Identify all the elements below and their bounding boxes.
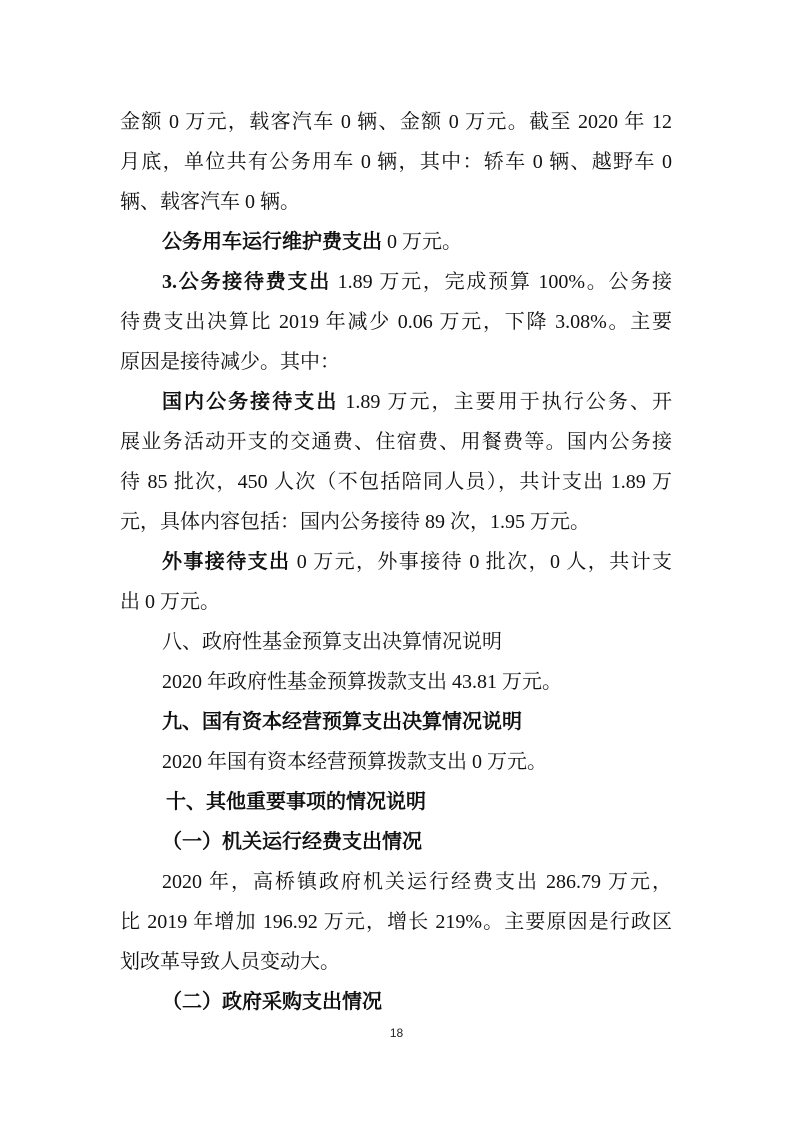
inline-heading: 公务用车运行维护费支出 <box>162 231 382 253</box>
body-line <box>120 422 672 462</box>
line-text: 原因是接待减少。其中： <box>120 351 340 373</box>
line-text: 0 万元。 <box>382 231 462 253</box>
line-text: 比 2019 年增加 196.92 万元，增长 219%。主要原因是行政区 <box>120 911 672 933</box>
body-line <box>120 542 672 582</box>
body-line <box>120 502 672 542</box>
document-body <box>120 102 672 1022</box>
subsection-heading: （一）机关运行经费支出情况 <box>162 831 422 853</box>
body-line <box>120 742 672 782</box>
body-line <box>120 862 672 902</box>
body-line <box>120 222 672 262</box>
body-line <box>120 142 672 182</box>
line-text: 金额 0 万元，载客汽车 0 辆、金额 0 万元。截至 2020 年 12 <box>120 111 672 133</box>
section-heading: 九、国有资本经营预算支出决算情况说明 <box>162 711 522 733</box>
line-text: 待费支出决算比 2019 年减少 0.06 万元，下降 3.08%。主要 <box>120 311 672 333</box>
line-text: 待 85 批次，450 人次（不包括陪同人员），共计支出 1.89 万 <box>120 471 672 493</box>
line-text: 月底，单位共有公务用车 0 辆，其中：轿车 0 辆、越野车 0 <box>120 151 672 173</box>
body-line <box>120 302 672 342</box>
line-text: 展业务活动开支的交通费、住宿费、用餐费等。国内公务接 <box>120 431 672 453</box>
body-line <box>120 462 672 502</box>
section-heading: 十、其他重要事项的情况说明 <box>166 791 426 813</box>
line-text: 0 万元，外事接待 0 批次，0 人，共计支 <box>290 551 673 573</box>
body-line <box>120 382 672 422</box>
line-text: 1.89 万元，主要用于执行公务、开 <box>338 391 673 413</box>
body-line <box>120 102 672 142</box>
line-text: 2020 年国有资本经营预算拨款支出 0 万元。 <box>162 751 547 773</box>
body-line <box>120 262 672 302</box>
line-text: 辆、载客汽车 0 辆。 <box>120 191 300 213</box>
line-text: 元，具体内容包括：国内公务接待 89 次，1.95 万元。 <box>120 511 590 533</box>
inline-heading: 国内公务接待支出 <box>162 391 339 413</box>
body-line <box>120 942 672 982</box>
line-text: 2020 年，高桥镇政府机关运行经费支出 286.79 万元， <box>162 871 672 893</box>
body-line <box>120 342 672 382</box>
line-text: 2020 年政府性基金预算拨款支出 43.81 万元。 <box>162 671 562 693</box>
line-text: 划改革导致人员变动大。 <box>120 951 340 973</box>
body-line <box>120 902 672 942</box>
page-number: 18 <box>389 1026 404 1040</box>
line-text: 1.89 万元，完成预算 100%。公务接 <box>330 271 672 293</box>
body-line <box>120 662 672 702</box>
inline-heading: 3.公务接待费支出 <box>162 271 331 293</box>
body-line <box>120 182 672 222</box>
inline-heading: 外事接待支出 <box>162 551 291 573</box>
subsection-heading: （二）政府采购支出情况 <box>162 991 382 1013</box>
section-heading: 八、政府性基金预算支出决算情况说明 <box>162 631 502 653</box>
line-text: 出 0 万元。 <box>120 591 220 613</box>
body-line <box>120 582 672 622</box>
